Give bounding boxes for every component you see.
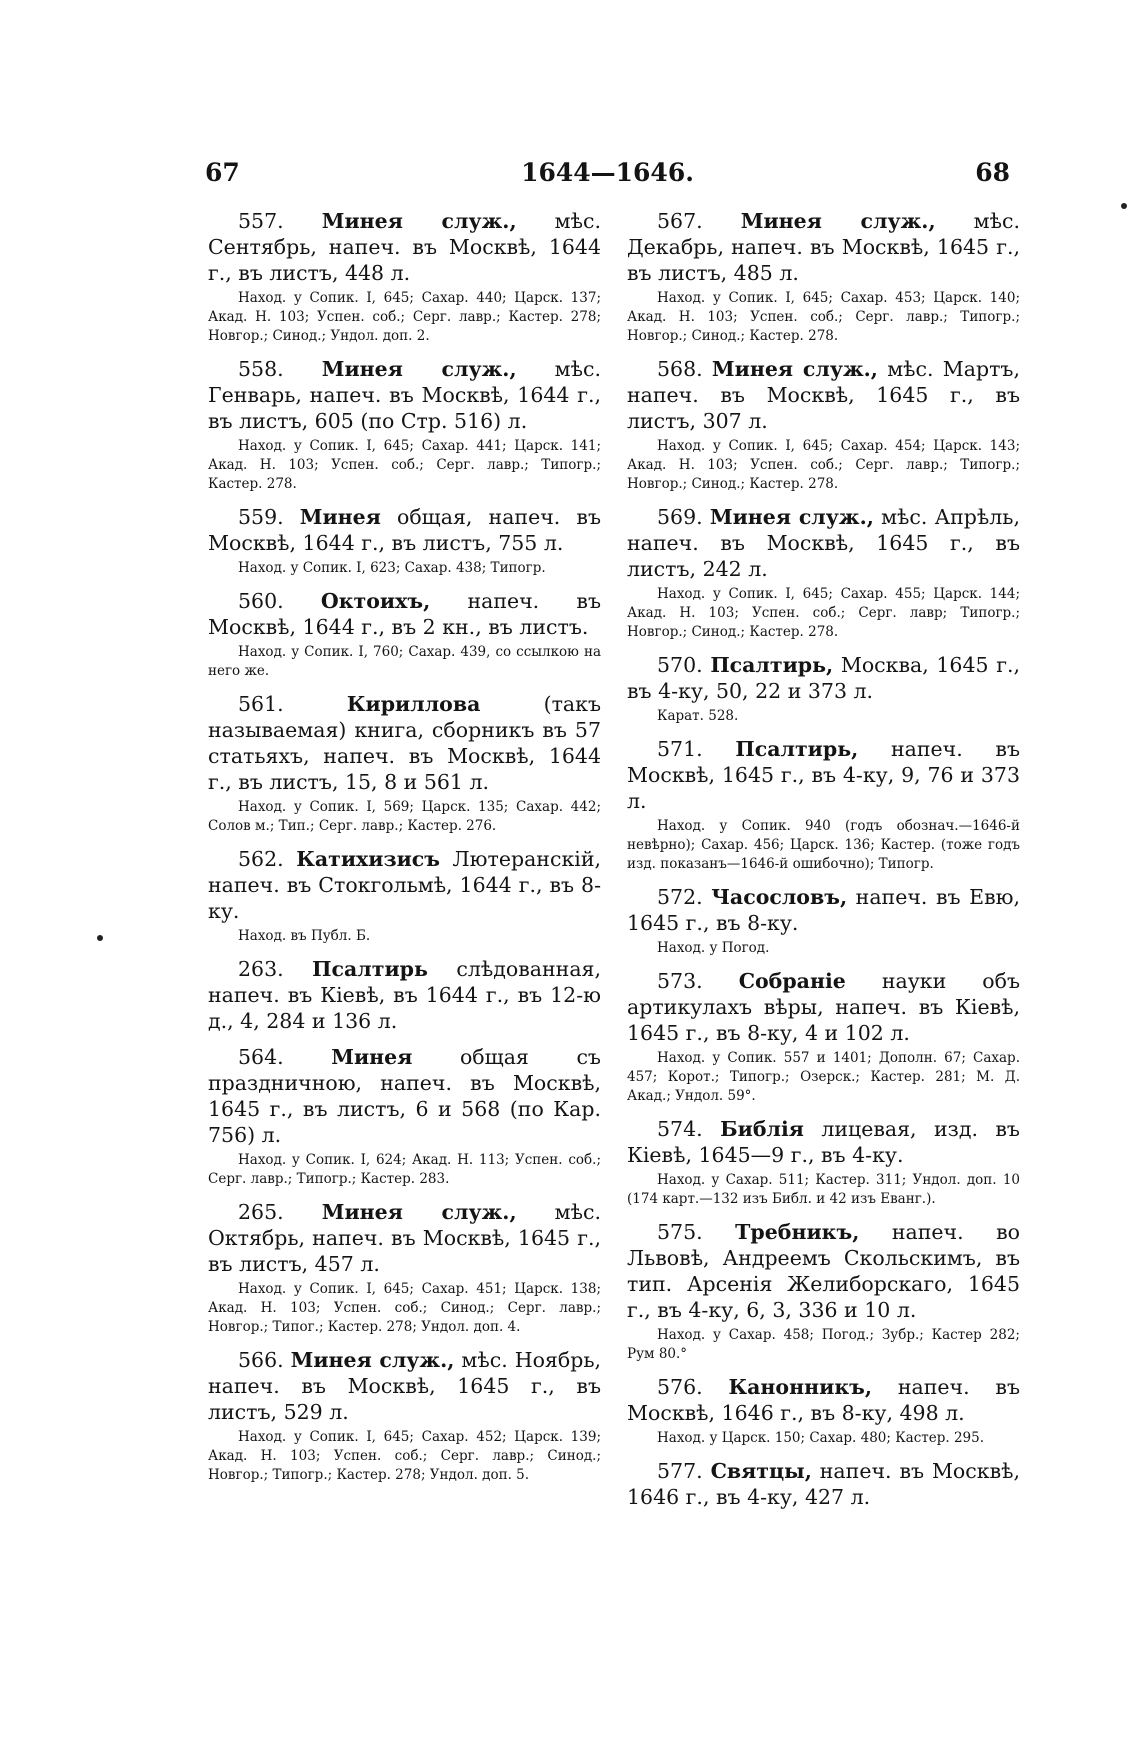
entry-holdings-note: Карат. 528. bbox=[657, 708, 739, 724]
entry-holdings-note: Наход. у Сопик. I, 645; Сахар. 440; Царск. 137; Акад. Н. 103; Успен. соб.; Серг. лавр.; Кастер. 278; Новгор.; Синод.; Ундол. доп. 2. bbox=[208, 290, 601, 344]
entry-holdings-note: Наход. у Царск. 150; Сахар. 480; Кастер. 295. bbox=[657, 1430, 985, 1446]
entry-title: Минея служ., bbox=[711, 357, 878, 381]
catalog-entry bbox=[627, 1374, 1020, 1448]
entry-text: мѣс. Генварь, напеч. въ Москвѣ, 1644 г., въ листъ, 605 (по Стр. 516) л. bbox=[208, 357, 601, 433]
entry-number: 265. bbox=[238, 1200, 284, 1224]
entry-title: Псалтирь, bbox=[710, 653, 834, 677]
catalog-entry bbox=[208, 356, 601, 494]
entry-description bbox=[627, 208, 1020, 286]
catalog-entry bbox=[208, 208, 601, 346]
entry-description bbox=[627, 736, 1020, 814]
entry-title: Минея служ., bbox=[321, 209, 517, 233]
entry-text: мѣс. Апрѣль, напеч. въ Москвѣ, 1645 г., въ листъ, 242 л. bbox=[627, 505, 1020, 581]
ink-dot-mark bbox=[97, 935, 103, 941]
entry-text: напеч. въ Москвѣ, 1646 г., въ 8-ку, 498 л. bbox=[627, 1375, 1020, 1425]
entry-number: 573. bbox=[657, 969, 703, 993]
entry-number: 560. bbox=[238, 589, 284, 613]
entry-description bbox=[627, 652, 1020, 704]
entry-number: 566. bbox=[238, 1348, 284, 1372]
entry-text: общая съ праздничною, напеч. въ Москвѣ, 1645 г., въ листъ, 6 и 568 (по Кар. 756) л. bbox=[208, 1045, 601, 1147]
entry-number: 564. bbox=[238, 1045, 284, 1069]
catalog-entry bbox=[208, 588, 601, 681]
entry-holdings-note: Наход. у Сопик. I, 623; Сахар. 438; Типогр. bbox=[238, 560, 546, 576]
entry-description bbox=[208, 956, 601, 1034]
entry-holdings-note: Наход. у Сопик. I, 645; Сахар. 453; Царск. 140; Акад. Н. 103; Успен. соб.; Серг. лавр.; Типогр.; Новгор.; Синод.; Кастер. 278. bbox=[627, 290, 1020, 344]
entry-title: Минея служ., bbox=[321, 1200, 517, 1224]
entry-text: мѣс. Ноябрь, напеч. въ Москвѣ, 1645 г., въ листъ, 529 л. bbox=[208, 1348, 601, 1424]
entry-description bbox=[627, 504, 1020, 582]
entry-title: Псалтирь, bbox=[735, 737, 859, 761]
entry-holdings-note: Наход. у Сопик. I, 645; Сахар. 454; Царск. 143; Акад. Н. 103; Успен. соб.; Серг. лавр.; Типогр.; Новгор.; Синод.; Кастер. 278. bbox=[627, 438, 1020, 492]
catalog-entry bbox=[627, 504, 1020, 642]
entry-text: науки объ артикулахъ вѣры, напеч. въ Кіевѣ, 1645 г., въ 8-ку, 4 и 102 л. bbox=[627, 969, 1020, 1045]
entry-holdings-note: Наход. у Сопик. I, 569; Царск. 135; Сахар. 442; Солов м.; Тип.; Серг. лавр.; Кастер. 276. bbox=[208, 799, 601, 834]
entry-text: напеч. въ Москвѣ, 1646 г., въ 4-ку, 427 л. bbox=[627, 1459, 1020, 1509]
catalog-entry bbox=[208, 1199, 601, 1337]
entry-holdings-note: Наход. у Сопик. I, 645; Сахар. 455; Царск. 144; Акад. Н. 103; Успен. соб.; Серг. лавр; Типогр.; Новгор.; Синод.; Кастер. 278. bbox=[627, 586, 1020, 640]
entry-text: напеч. въ Москвѣ, 1645 г., въ 4-ку, 9, 76 и 373 л. bbox=[627, 737, 1020, 813]
entry-description bbox=[208, 1347, 601, 1425]
entry-description bbox=[208, 1044, 601, 1148]
entry-description bbox=[208, 846, 601, 924]
entry-description bbox=[627, 1458, 1020, 1510]
catalog-entry bbox=[208, 1347, 601, 1485]
entry-title: Библія bbox=[720, 1117, 804, 1141]
entry-description bbox=[208, 1199, 601, 1277]
entry-holdings-note: Наход. у Сопик. I, 645; Сахар. 452; Царск. 139; Акад. Н. 103; Успен. соб.; Серг. лавр.; Синод.; Новгор.; Типогр.; Кастер. 278; Ундол. доп. 5. bbox=[208, 1429, 601, 1483]
entry-number: 557. bbox=[238, 209, 284, 233]
entry-text: мѣс. Октябрь, напеч. въ Москвѣ, 1645 г., въ листъ, 457 л. bbox=[208, 1200, 601, 1276]
entry-description bbox=[627, 884, 1020, 936]
entry-holdings-note: Наход. у Сопик. 557 и 1401; Дополн. 67; Сахар. 457; Корот.; Типогр.; Озерск.; Кастер. 281; М. Д. Акад.; Ундол. 59°. bbox=[627, 1050, 1020, 1104]
entry-title: Святцы, bbox=[710, 1459, 812, 1483]
entry-title: Канонникъ, bbox=[728, 1375, 872, 1399]
entry-description bbox=[208, 504, 601, 556]
entry-title: Минея служ., bbox=[321, 357, 517, 381]
entry-number: 575. bbox=[657, 1220, 703, 1244]
catalog-entry bbox=[627, 356, 1020, 494]
entry-title: Псалтирь bbox=[312, 957, 428, 981]
entry-description bbox=[208, 691, 601, 795]
entry-number: 562. bbox=[238, 847, 284, 871]
entry-holdings-note: Наход. у Сопик. I, 760; Сахар. 439, со ссылкою на него же. bbox=[208, 644, 601, 679]
catalog-entry bbox=[208, 691, 601, 836]
entry-title: Минея служ., bbox=[740, 209, 936, 233]
catalog-entry bbox=[627, 1219, 1020, 1364]
catalog-entry bbox=[208, 846, 601, 946]
entry-text: Москва, 1645 г., въ 4-ку, 50, 22 и 373 л. bbox=[627, 653, 1020, 703]
entry-text: лицевая, изд. въ Кіевѣ, 1645—9 г., въ 4-ку. bbox=[627, 1117, 1020, 1167]
entry-holdings-note: Наход. у Сопик. 940 (годъ обознач.—1646-й невѣрно); Сахар. 456; Царск. 136; Кастер. (тоже годъ изд. показанъ—1646-й ошибочно); Типогр. bbox=[627, 818, 1020, 872]
entry-text: (такъ называемая) книга, сборникъ въ 57 статьяхъ, напеч. въ Москвѣ, 1644 г., въ листъ, 15, 8 и 561 л. bbox=[208, 692, 601, 794]
entry-holdings-note: Наход. въ Публ. Б. bbox=[238, 928, 371, 944]
right-column bbox=[627, 208, 1020, 1520]
year-range: 1644—1646. bbox=[521, 158, 694, 187]
entry-text: мѣс. Мартъ, напеч. въ Москвѣ, 1645 г., въ листъ, 307 л. bbox=[627, 357, 1020, 433]
entry-description bbox=[627, 1219, 1020, 1323]
entry-text: общая, напеч. въ Москвѣ, 1644 г., въ листъ, 755 л. bbox=[208, 505, 601, 555]
catalog-entry bbox=[627, 1116, 1020, 1209]
running-head bbox=[205, 158, 1010, 198]
entry-title: Кириллова bbox=[346, 692, 481, 716]
entry-description bbox=[208, 588, 601, 640]
catalog-entry bbox=[627, 884, 1020, 958]
entry-number: 568. bbox=[657, 357, 703, 381]
entry-text: мѣс. Декабрь, напеч. въ Москвѣ, 1645 г., въ листъ, 485 л. bbox=[627, 209, 1020, 285]
entry-title: Минея bbox=[299, 505, 381, 529]
entry-description bbox=[208, 208, 601, 286]
entry-title: Минея bbox=[331, 1045, 413, 1069]
ink-dot-mark bbox=[1121, 203, 1127, 209]
catalog-entry bbox=[208, 1044, 601, 1189]
entry-text: мѣс. Сентябрь, напеч. въ Москвѣ, 1644 г., въ листъ, 448 л. bbox=[208, 209, 601, 285]
entry-number: 571. bbox=[657, 737, 703, 761]
entry-title: Собраніе bbox=[738, 969, 846, 993]
left-column bbox=[208, 208, 601, 1495]
entry-number: 569. bbox=[657, 505, 703, 529]
entry-description bbox=[627, 1116, 1020, 1168]
entry-number: 570. bbox=[657, 653, 703, 677]
entry-number: 559. bbox=[238, 505, 284, 529]
entry-description bbox=[208, 356, 601, 434]
entry-number: 576. bbox=[657, 1375, 703, 1399]
entry-number: 561. bbox=[238, 692, 284, 716]
entry-description bbox=[627, 356, 1020, 434]
catalog-entry bbox=[208, 504, 601, 578]
entry-holdings-note: Наход. у Сахар. 511; Кастер. 311; Ундол. доп. 10 (174 карт.—132 изъ Библ. и 42 изъ Еванг.). bbox=[627, 1172, 1020, 1207]
entry-text: напеч. во Львовѣ, Андреемъ Скольскимъ, въ тип. Арсенія Желиборскаго, 1645 г., въ 4-ку, 6, 3, 336 и 10 л. bbox=[627, 1220, 1020, 1322]
entry-number: 572. bbox=[657, 885, 703, 909]
entry-number: 574. bbox=[657, 1117, 703, 1141]
entry-text: напеч. въ Евю, 1645 г., въ 8-ку. bbox=[627, 885, 1020, 935]
page-number-left: 67 bbox=[205, 158, 240, 187]
entry-description bbox=[627, 1374, 1020, 1426]
catalog-entry bbox=[627, 736, 1020, 874]
entry-number: 263. bbox=[238, 957, 284, 981]
entry-title: Часословъ, bbox=[711, 885, 848, 909]
entry-title: Минея служ., bbox=[709, 505, 874, 529]
entry-title: Катихизисъ bbox=[296, 847, 440, 871]
catalog-entry bbox=[627, 208, 1020, 346]
entry-holdings-note: Наход. у Сопик. I, 645; Сахар. 441; Царск. 141; Акад. Н. 103; Успен. соб.; Серг. лавр.; Типогр.; Кастер. 278. bbox=[208, 438, 601, 492]
catalog-entry bbox=[627, 968, 1020, 1106]
entry-number: 577. bbox=[657, 1459, 703, 1483]
entry-holdings-note: Наход. у Сопик. I, 624; Акад. Н. 113; Успен. соб.; Серг. лавр.; Типогр.; Кастер. 283. bbox=[208, 1152, 601, 1187]
entry-text: слѣдованная, напеч. въ Кіевѣ, въ 1644 г., въ 12-ю д., 4, 284 и 136 л. bbox=[208, 957, 601, 1033]
catalog-entry bbox=[627, 1458, 1020, 1510]
entry-title: Минея служ., bbox=[290, 1348, 455, 1372]
entry-title: Октоихъ, bbox=[320, 589, 431, 613]
entry-number: 558. bbox=[238, 357, 284, 381]
entry-text: напеч. въ Москвѣ, 1644 г., въ 2 кн., въ листъ. bbox=[208, 589, 601, 639]
entry-holdings-note: Наход. у Сопик. I, 645; Сахар. 451; Царск. 138; Акад. Н. 103; Успен. соб.; Синод.; Серг. лавр.; Новгор.; Типог.; Кастер. 278; Ундол. доп. 4. bbox=[208, 1281, 601, 1335]
entry-holdings-note: Наход. у Сахар. 458; Погод.; Зубр.; Кастер 282; Рум 80.° bbox=[627, 1327, 1020, 1362]
entry-number: 567. bbox=[657, 209, 703, 233]
catalog-entry bbox=[627, 652, 1020, 726]
entry-title: Требникъ, bbox=[735, 1220, 860, 1244]
entry-text: Лютеранскій, напеч. въ Стокгольмѣ, 1644 г., въ 8-ку. bbox=[208, 847, 601, 923]
catalog-entry bbox=[208, 956, 601, 1034]
entry-description bbox=[627, 968, 1020, 1046]
page-number-right: 68 bbox=[975, 158, 1010, 187]
entry-holdings-note: Наход. у Погод. bbox=[657, 940, 770, 956]
